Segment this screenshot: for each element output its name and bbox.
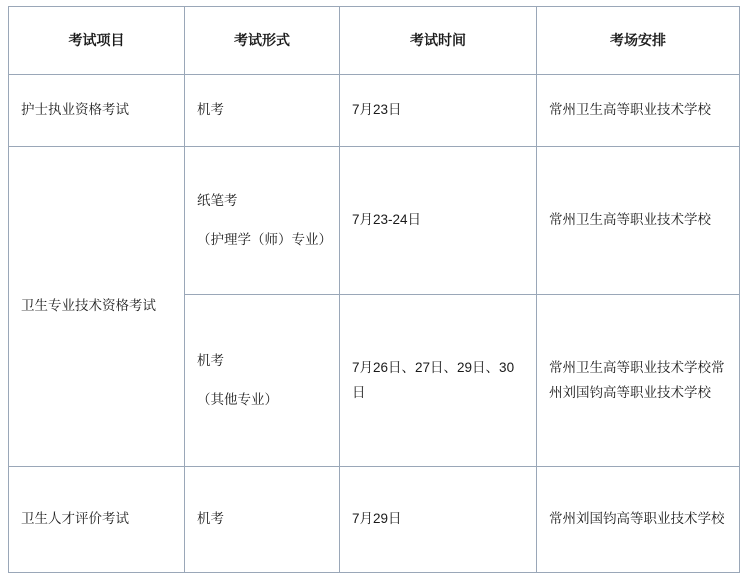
cell-format-line: 纸笔考: [197, 192, 238, 208]
cell-venue: 常州卫生高等职业技术学校: [537, 147, 740, 295]
cell-project: 护士执业资格考试: [9, 75, 185, 147]
exam-schedule-table: [8, 6, 740, 573]
cell-format-line: 机考: [197, 352, 224, 368]
column-header-format: 考试形式: [185, 7, 340, 75]
cell-format: [185, 147, 340, 295]
cell-time: 7月23-24日: [340, 147, 537, 295]
table-row: [9, 467, 740, 573]
cell-venue: 常州卫生高等职业技术学校常州刘国钧高等职业技术学校: [537, 295, 740, 467]
cell-venue: 常州刘国钧高等职业技术学校: [537, 467, 740, 573]
table-row: [9, 147, 740, 295]
column-header-time: 考试时间: [340, 7, 537, 75]
cell-format: 机考: [185, 75, 340, 147]
cell-project: 卫生专业技术资格考试: [9, 147, 185, 467]
cell-project: 卫生人才评价考试: [9, 467, 185, 573]
table-header-row: [9, 7, 740, 75]
cell-format-note: （其他专业）: [197, 391, 278, 407]
cell-format: 机考: [185, 467, 340, 573]
cell-time: 7月29日: [340, 467, 537, 573]
cell-time: 7月23日: [340, 75, 537, 147]
table-row: [9, 75, 740, 147]
cell-format: [185, 295, 340, 467]
cell-venue: 常州卫生高等职业技术学校: [537, 75, 740, 147]
column-header-project: 考试项目: [9, 7, 185, 75]
column-header-venue: 考场安排: [537, 7, 740, 75]
cell-format-note: （护理学（师）专业）: [197, 231, 332, 247]
cell-time: 7月26日、27日、29日、30日: [340, 295, 537, 467]
